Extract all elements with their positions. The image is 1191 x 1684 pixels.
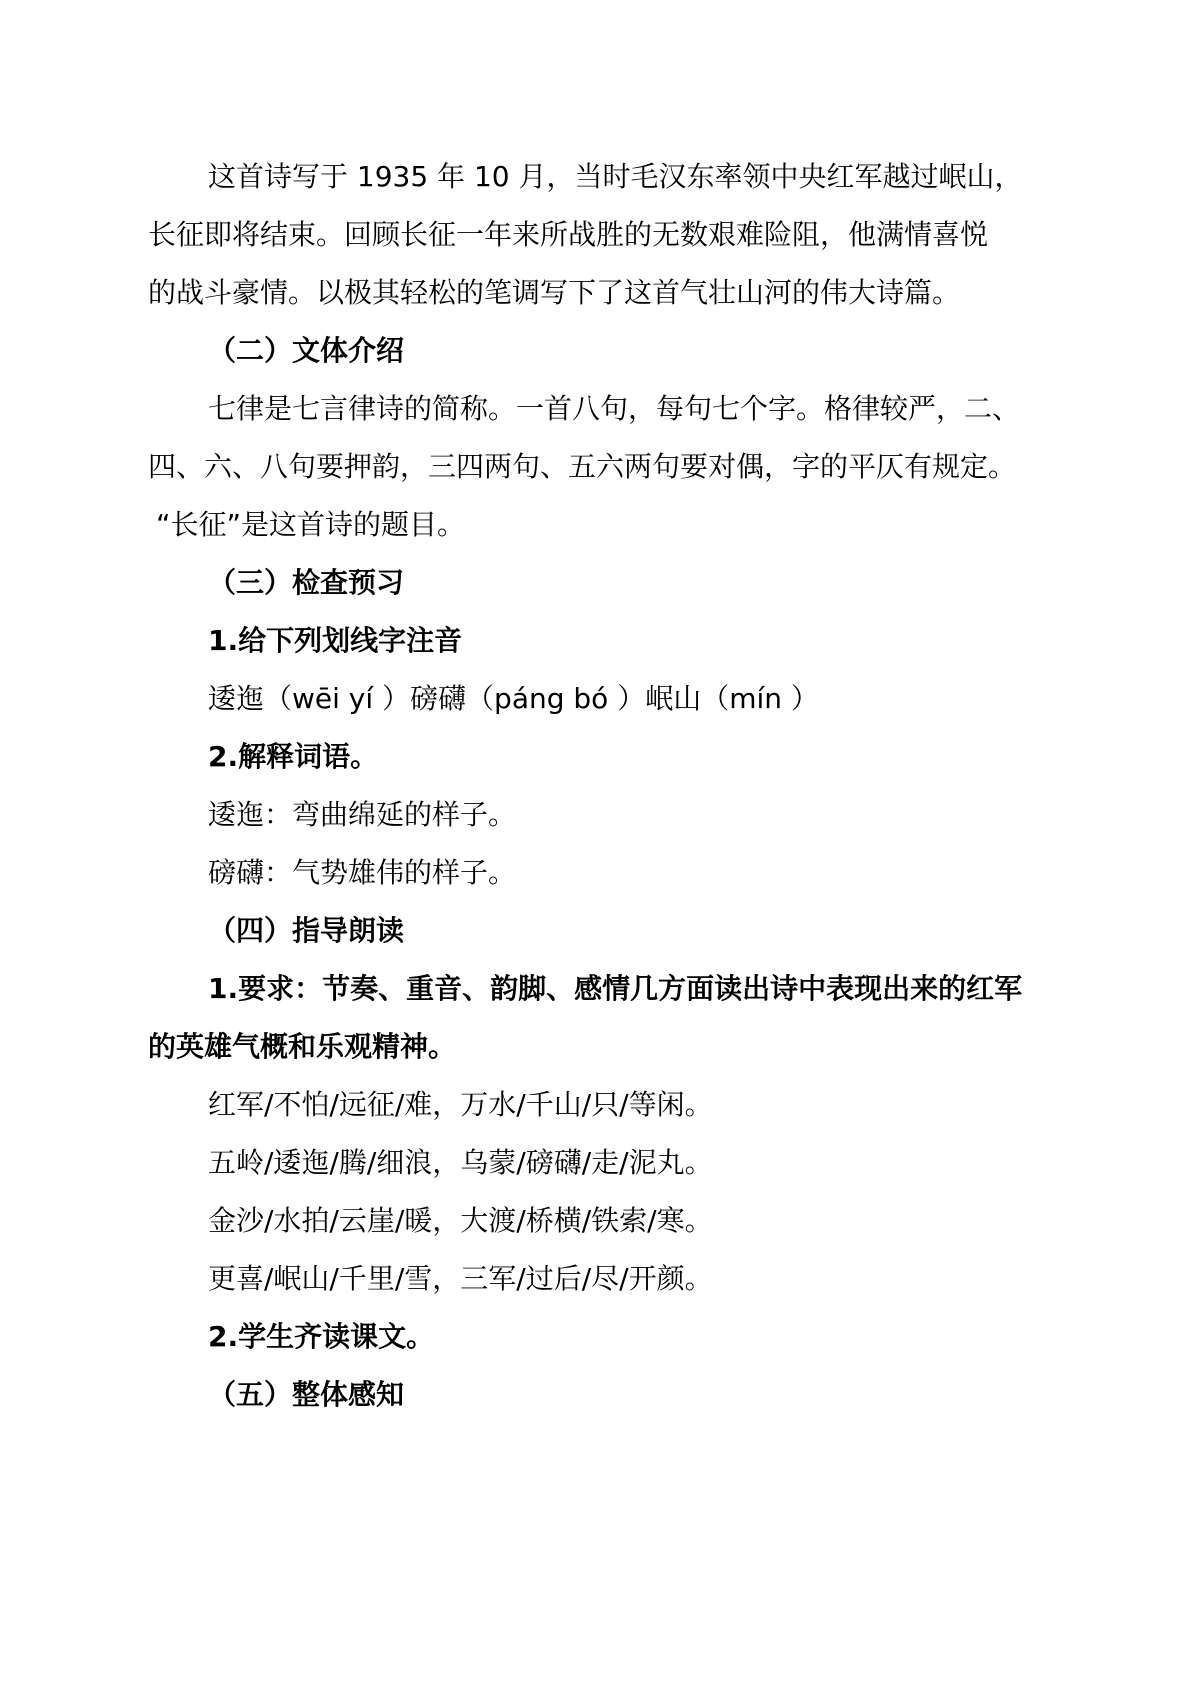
group-reading-item: 2.学生齐读课文。 xyxy=(208,1320,435,1353)
section-heading-genre: （二）文体介绍 xyxy=(208,334,405,367)
pinyin-task-heading: 1.给下列划线字注音 xyxy=(208,624,463,657)
pinyin-line: 逶迤（wēi yí ）磅礴（páng bó ）岷山（mín ） xyxy=(208,682,819,715)
vocab-task-heading: 2.解释词语。 xyxy=(208,740,379,773)
definition-pangbo: 磅礴：气势雄伟的样子。 xyxy=(208,856,517,889)
reading-requirement-line-2: 的英雄气概和乐观精神。 xyxy=(148,1030,457,1063)
section-heading-preview: （三）检查预习 xyxy=(208,566,405,599)
genre-line-2: 四、六、八句要押韵，三四两句、五六两句要对偶，字的平仄有规定。 xyxy=(148,450,1017,483)
intro-line-3: 的战斗豪情。以极其轻松的笔调写下了这首气壮山河的伟大诗篇。 xyxy=(148,276,961,309)
poem-line-1: 红军/不怕/远征/难，万水/千山/只/等闲。 xyxy=(208,1088,713,1121)
section-heading-reading: （四）指导朗读 xyxy=(208,914,405,947)
definition-weiyi: 逶迤：弯曲绵延的样子。 xyxy=(208,798,517,831)
intro-line-2: 长征即将结束。回顾长征一年来所战胜的无数艰难险阻，他满情喜悦 xyxy=(148,218,989,251)
reading-requirement-line-1: 1.要求：节奏、重音、韵脚、感情几方面读出诗中表现出来的红军 xyxy=(208,972,1023,1005)
poem-line-2: 五岭/逶迤/腾/细浪，乌蒙/磅礴/走/泥丸。 xyxy=(208,1146,713,1179)
intro-line-1: 这首诗写于 1935 年 10 月，当时毛汉东率领中央红军越过岷山， xyxy=(208,160,1023,193)
genre-line-1: 七律是七言律诗的简称。一首八句，每句七个字。格律较严，二、 xyxy=(208,392,1021,425)
poem-line-4: 更喜/岷山/千里/雪，三军/过后/尽/开颜。 xyxy=(208,1262,713,1295)
genre-line-3: “长征”是这首诗的题目。 xyxy=(156,508,466,541)
poem-line-3: 金沙/水拍/云崖/暖，大渡/桥横/铁索/寒。 xyxy=(208,1204,713,1237)
section-heading-overview: （五）整体感知 xyxy=(208,1378,405,1411)
